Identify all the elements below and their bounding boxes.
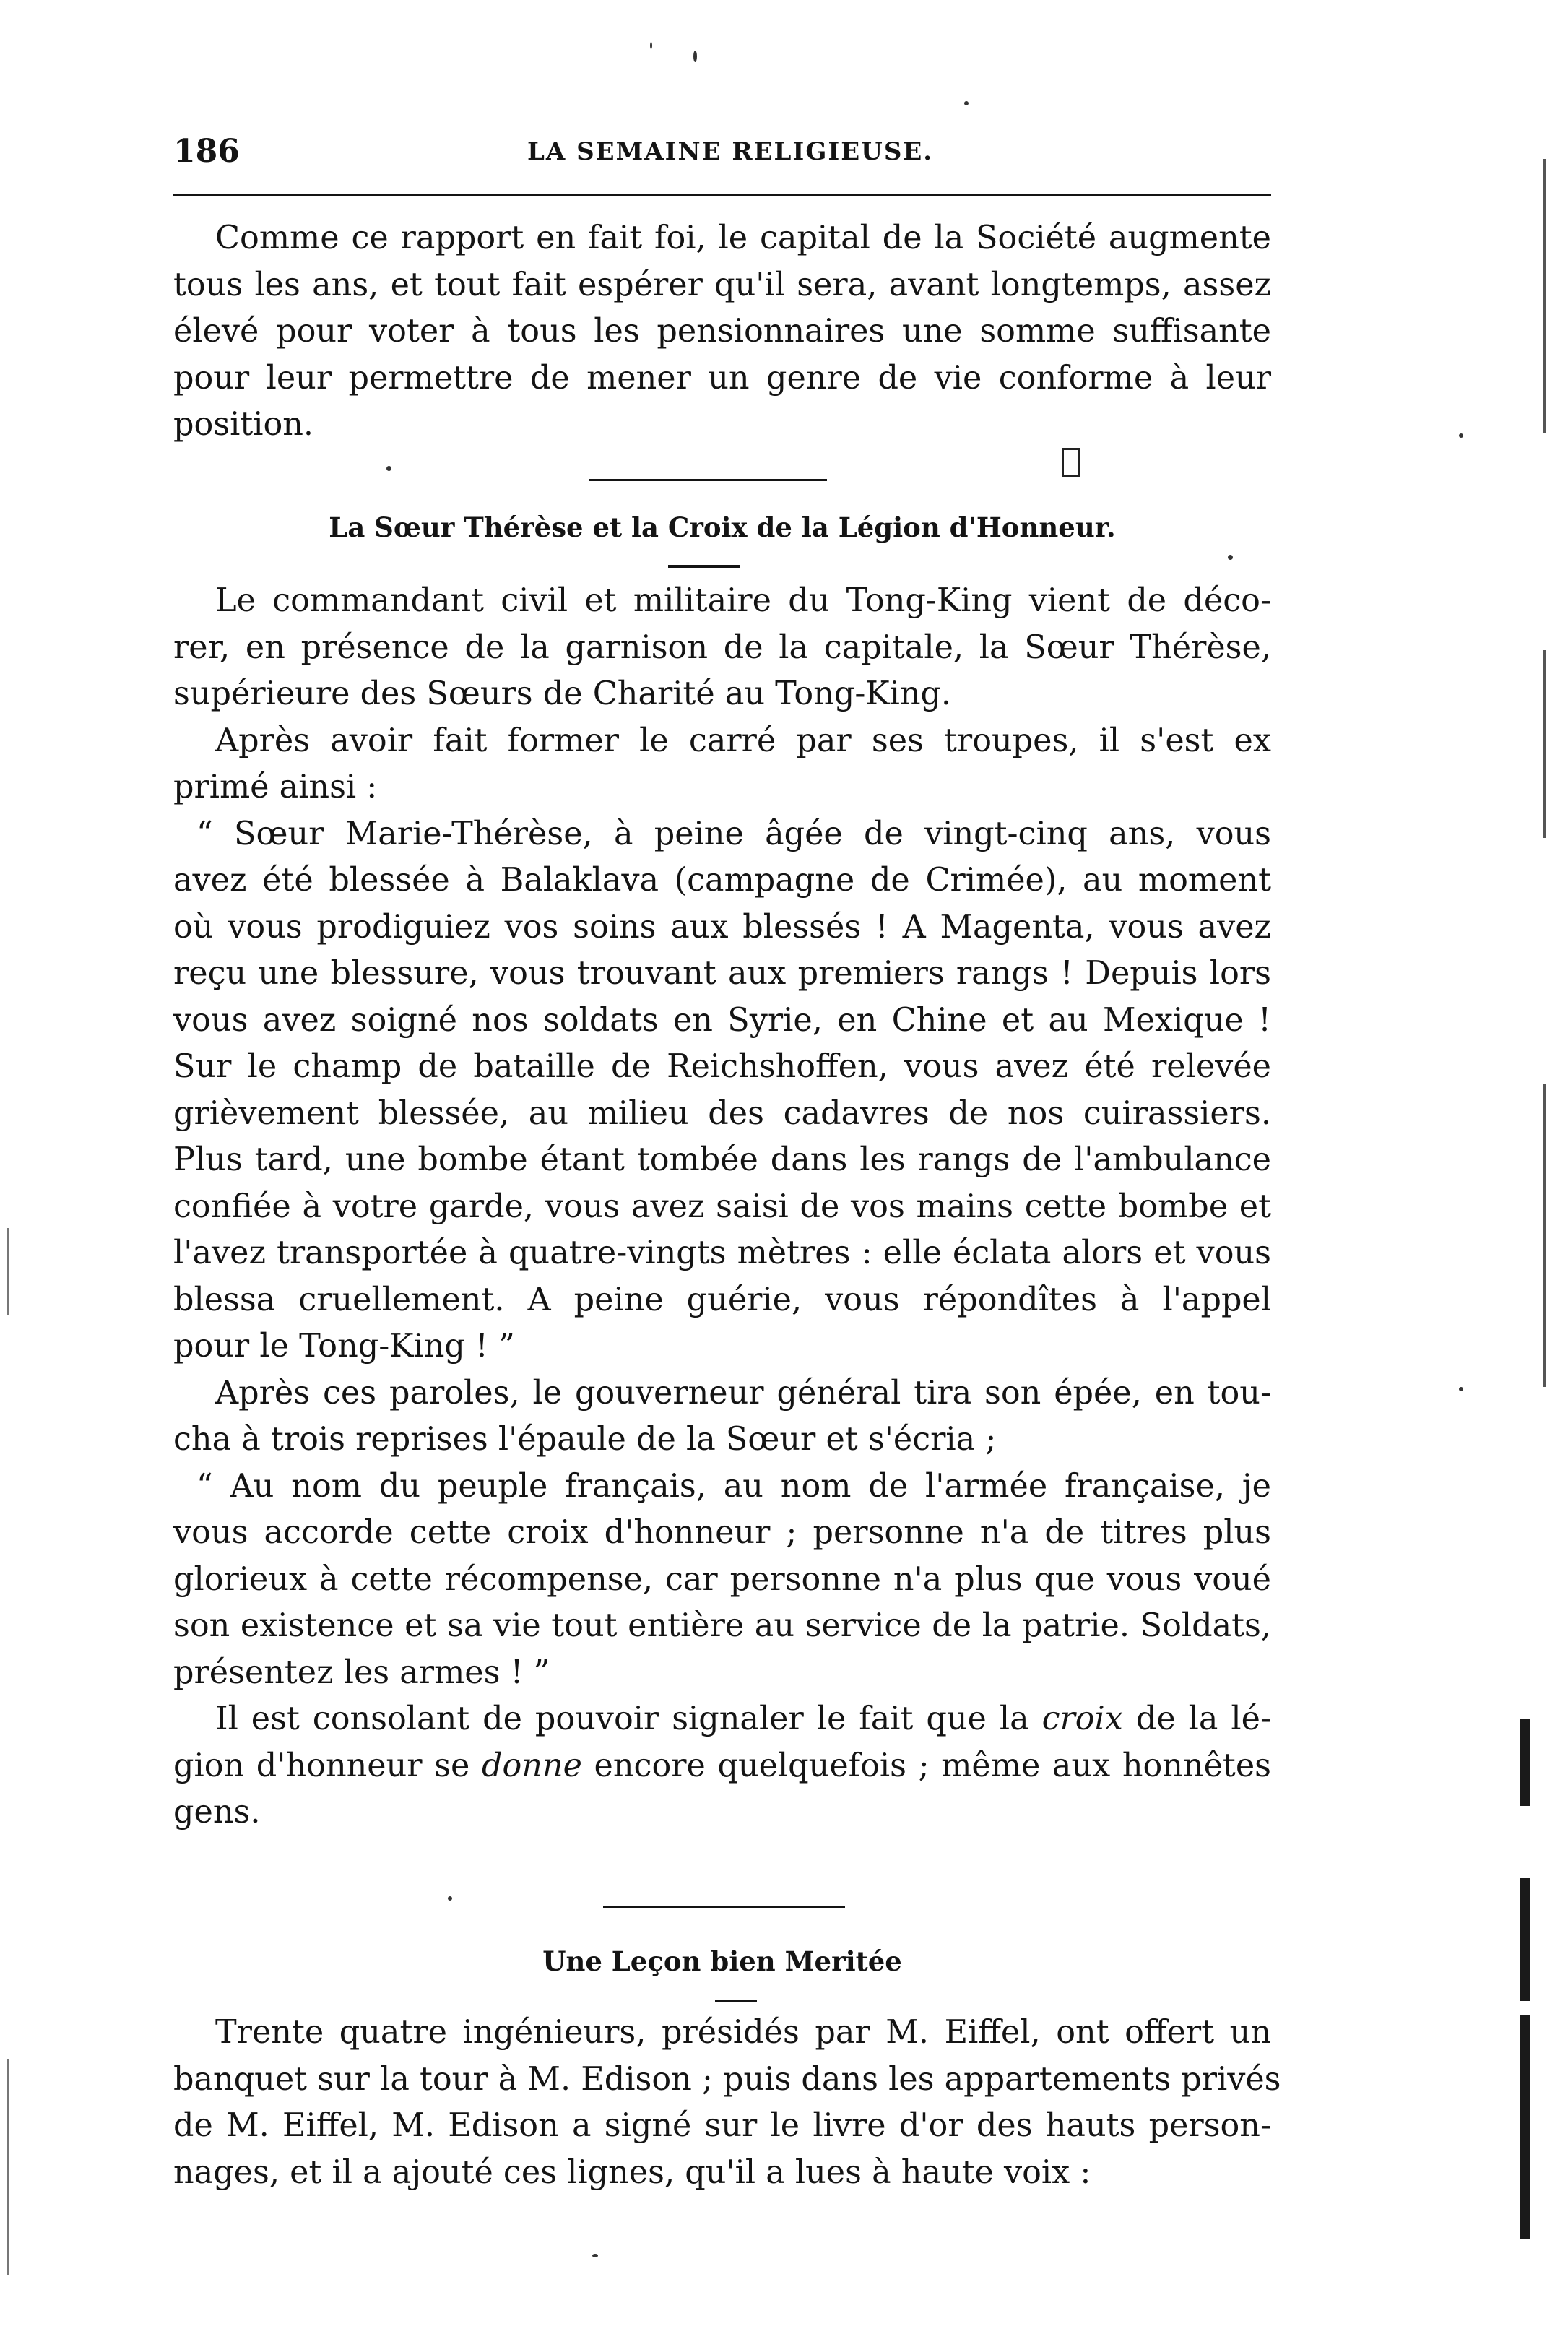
text-line: “ Sœur Marie-Thérèse, à peine âgée de vingt-cinq ans, vous [196, 815, 1271, 852]
text-line: l'avez transportée à quatre-vingts mètres : elle éclata alors et vous [173, 1235, 1271, 1271]
text-line: supérieure des Sœurs de Charité au Tong-King. [173, 675, 952, 712]
section-title: La Sœur Thérèse et la Croix de la Légion d'Honneur. [329, 511, 1116, 543]
text-line: avez été blessée à Balaklava (campagne de Crimée), au moment [173, 862, 1271, 899]
scan-edge-mark [1543, 1084, 1546, 1387]
scan-edge-mark [1543, 650, 1546, 838]
scan-edge-mark [7, 2059, 9, 2275]
text-line: cha à trois reprises l'épaule de la Sœur et s'écria ; [173, 1421, 997, 1458]
italic-word: donne [481, 1747, 582, 1784]
section-separator [603, 1906, 845, 1908]
header-rule [173, 194, 1271, 196]
text-line: Il est consolant de pouvoir signaler le fait que la croix de la lé- [215, 1700, 1271, 1737]
text-line: gens. [173, 1794, 261, 1831]
scan-speck [964, 101, 969, 105]
text-line: reçu une blessure, vous trouvant aux premiers rangs ! Depuis lors [173, 955, 1271, 992]
scan-edge-mark [1520, 1719, 1530, 1806]
text-line: Plus tard, une bombe étant tombée dans les rangs de l'ambulance [173, 1141, 1271, 1178]
scan-speck [650, 42, 652, 49]
scan-speck [1459, 1387, 1463, 1391]
text-line: Sur le champ de bataille de Reichshoffen, vous avez été relevée [173, 1048, 1271, 1085]
text-line: grièvement blessée, au milieu des cadavres de nos cuirassiers. [173, 1094, 1271, 1132]
text-line: Le commandant civil et militaire du Tong-King vient de déco- [215, 582, 1271, 619]
printer-mark [1062, 448, 1080, 477]
text-line: présentez les armes ! ” [173, 1654, 550, 1691]
text-line: où vous prodiguiez vos soins aux blessés ! A Magenta, vous avez [173, 908, 1271, 946]
scan-speck [1228, 555, 1233, 560]
page-header [173, 130, 1271, 173]
text-line: position. [173, 406, 314, 443]
text-line: Après avoir fait former le carré par ses troupes, il s'est ex [215, 722, 1271, 759]
text-line: pour le Tong-King ! ” [173, 1328, 515, 1365]
scan-speck [386, 466, 391, 471]
scan-edge-mark [7, 1228, 9, 1315]
text-line: de M. Eiffel, M. Edison a signé sur le livre d'or des hauts person- [173, 2107, 1271, 2144]
text-line: son existence et sa vie tout entière au service de la patrie. Soldats, [173, 1607, 1271, 1644]
scan-speck [448, 1896, 452, 1901]
text-line: primé ainsi : [173, 769, 378, 805]
text-line: vous accorde cette croix d'honneur ; personne n'a de titres plus [173, 1514, 1271, 1551]
text-line: Après ces paroles, le gouverneur général tira son épée, en tou- [215, 1374, 1271, 1412]
scan-edge-mark [1520, 1878, 1530, 2001]
text-line: nages, et il a ajouté ces lignes, qu'il a lues à haute voix : [173, 2153, 1091, 2191]
scan-speck [592, 2254, 598, 2257]
text-line: pour leur permettre de mener un genre de vie conforme à leur [173, 359, 1271, 397]
scan-edge-mark [1543, 159, 1546, 433]
text-line: rer, en présence de la garnison de la capitale, la Sœur Thérèse, [173, 628, 1271, 666]
text-line: Trente quatre ingénieurs, présidés par M. Eiffel, ont offert un [215, 2014, 1271, 2051]
text-line: glorieux à cette récompense, car personne n'a plus que vous voué [173, 1560, 1271, 1598]
italic-word: croix [1041, 1700, 1123, 1737]
text-line: blessa cruellement. A peine guérie, vous répondîtes à l'appel [173, 1281, 1271, 1318]
text-line: Comme ce rapport en fait foi, le capital de la Société augmente [215, 220, 1271, 256]
text-line: gion d'honneur se donne encore quelquefois ; même aux honnêtes [173, 1747, 1271, 1784]
scan-speck [1459, 433, 1463, 438]
text-line: tous les ans, et tout fait espérer qu'il sera, avant longtemps, assez [173, 266, 1271, 303]
scan-edge-mark [1520, 2015, 1530, 2239]
intro-paragraph [173, 215, 1271, 449]
section-separator [589, 479, 827, 481]
text-line: confiée à votre garde, vous avez saisi de vos mains cette bombe et [173, 1188, 1271, 1225]
section1-body [173, 578, 1271, 1836]
text-line: banquet sur la tour à M. Edison ; puis dans les appartements privés [173, 2060, 1281, 2098]
title-dash [715, 2000, 757, 2002]
text-line: élevé pour voter à tous les pensionnaires une somme suffisante [173, 313, 1271, 350]
scan-speck [693, 51, 697, 62]
title-dash [668, 565, 740, 568]
text-line: vous avez soigné nos soldats en Syrie, en Chine et au Mexique ! [173, 1001, 1271, 1039]
section2-body [173, 2010, 1281, 2196]
running-title: LA SEMAINE RELIGIEUSE. [527, 137, 934, 166]
text-line: “ Au nom du peuple français, au nom de l'armée française, je [196, 1467, 1271, 1505]
page-number: 186 [173, 133, 240, 170]
section-title: Une Leçon bien Meritée [542, 1945, 902, 1977]
